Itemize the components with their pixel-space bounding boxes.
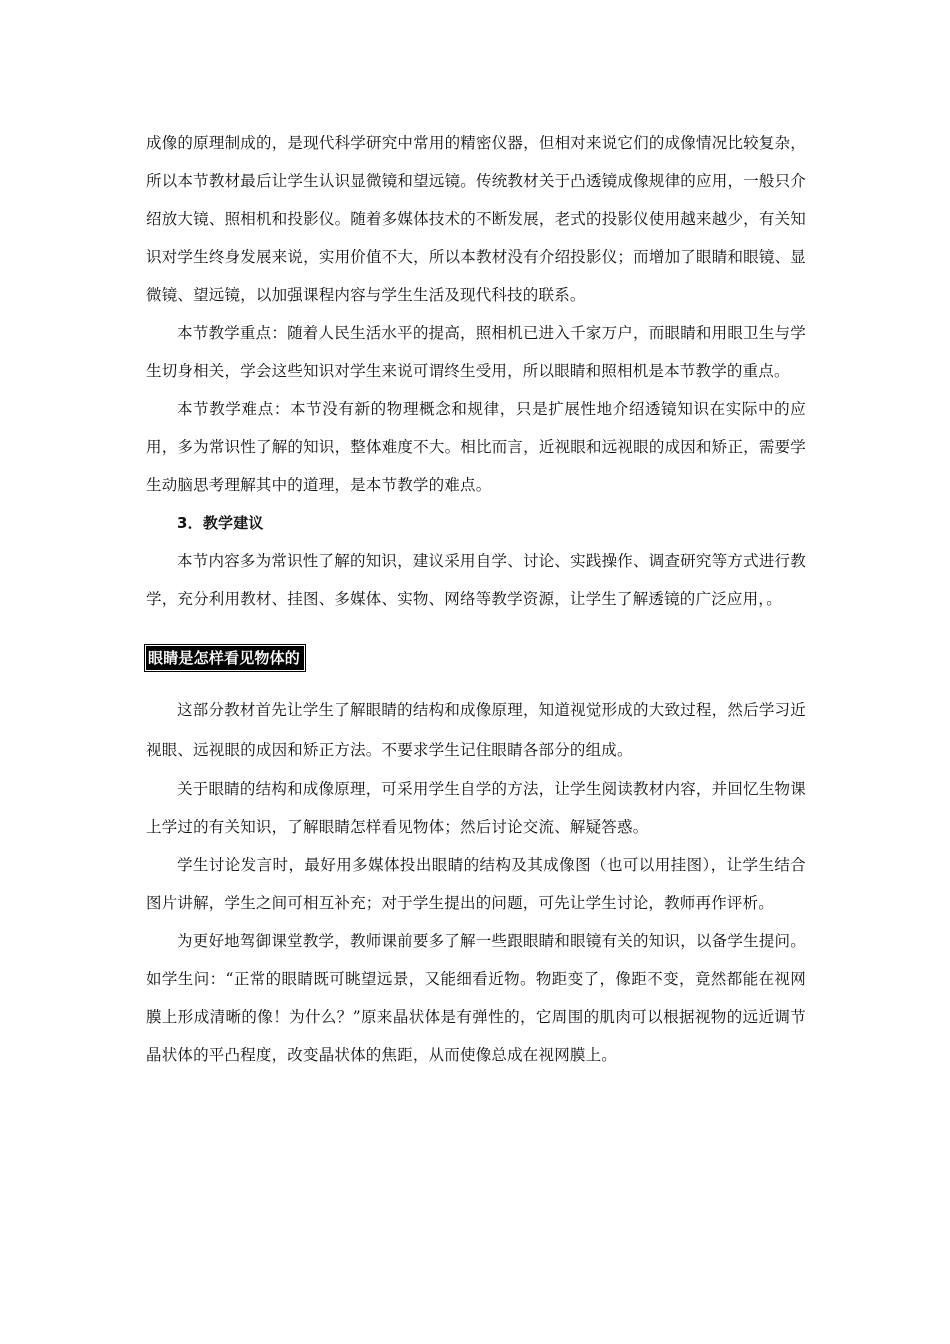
document-body <box>146 124 806 1074</box>
subheading: 3．教学建议 <box>177 514 264 532</box>
body-paragraph: 为更好地驾御课堂教学，教师课前要多了解一些跟眼睛和眼镜有关的知识，以备学生提问。如学生问：“正常的眼睛既可眺望远景，又能细看近物。物距变了，像距不变，竟然都能在视网膜上形成清晰的像！为什么？”原来晶状体是有弹性的，它周围的肌肉可以根据视物的远近调节晶状体的平凸程度，改变晶状体的焦距，从而使像总成在视网膜上。 <box>146 932 806 1064</box>
body-paragraph: 本节内容多为常识性了解的知识，建议采用自学、讨论、实践操作、调查研究等方式进行教学，充分利用教材、挂图、多媒体、实物、网络等教学资源，让学生了解透镜的广泛应用，。 <box>146 552 806 608</box>
body-paragraph: 本节教学难点：本节没有新的物理概念和规律，只是扩展性地介绍透镜知识在实际中的应用，多为常识性了解的知识，整体难度不大。相比而言，近视眼和远视眼的成因和矫正，需要学生动脑思考理解其中的道理，是本节教学的难点。 <box>146 400 806 494</box>
section-heading: 眼睛是怎样看见物体的 <box>146 646 304 670</box>
body-paragraph: 本节教学重点：随着人民生活水平的提高，照相机已进入千家万户，而眼睛和用眼卫生与学生切身相关，学会这些知识对学生来说可谓终生受用，所以眼睛和照相机是本节教学的重点。 <box>146 324 806 380</box>
body-paragraph: 这部分教材首先让学生了解眼睛的结构和成像原理，知道视觉形成的大致过程，然后学习近视眼、远视眼的成因和矫正方法。不要求学生记住眼睛各部分的组成。 <box>146 701 806 759</box>
body-paragraph: 成像的原理制成的，是现代科学研究中常用的精密仪器，但相对来说它们的成像情况比较复杂，所以本节教材最后让学生认识显微镜和望远镜。传统教材关于凸透镜成像规律的应用，一般只介绍放大镜、照相机和投影仪。随着多媒体技术的不断发展，老式的投影仪使用越来越少，有关知识对学生终身发展来说，实用价值不大，所以本教材没有介绍投影仪；而增加了眼睛和眼镜、显微镜、望远镜，以加强课程内容与学生生活及现代科技的联系。 <box>146 134 806 304</box>
body-paragraph: 学生讨论发言时，最好用多媒体投出眼睛的结构及其成像图（也可以用挂图），让学生结合图片讲解，学生之间可相互补充；对于学生提出的问题，可先让学生讨论，教师再作评析。 <box>146 856 806 912</box>
body-paragraph: 关于眼睛的结构和成像原理，可采用学生自学的方法，让学生阅读教材内容，并回忆生物课上学过的有关知识，了解眼睛怎样看见物体；然后讨论交流、解疑答惑。 <box>146 780 806 836</box>
